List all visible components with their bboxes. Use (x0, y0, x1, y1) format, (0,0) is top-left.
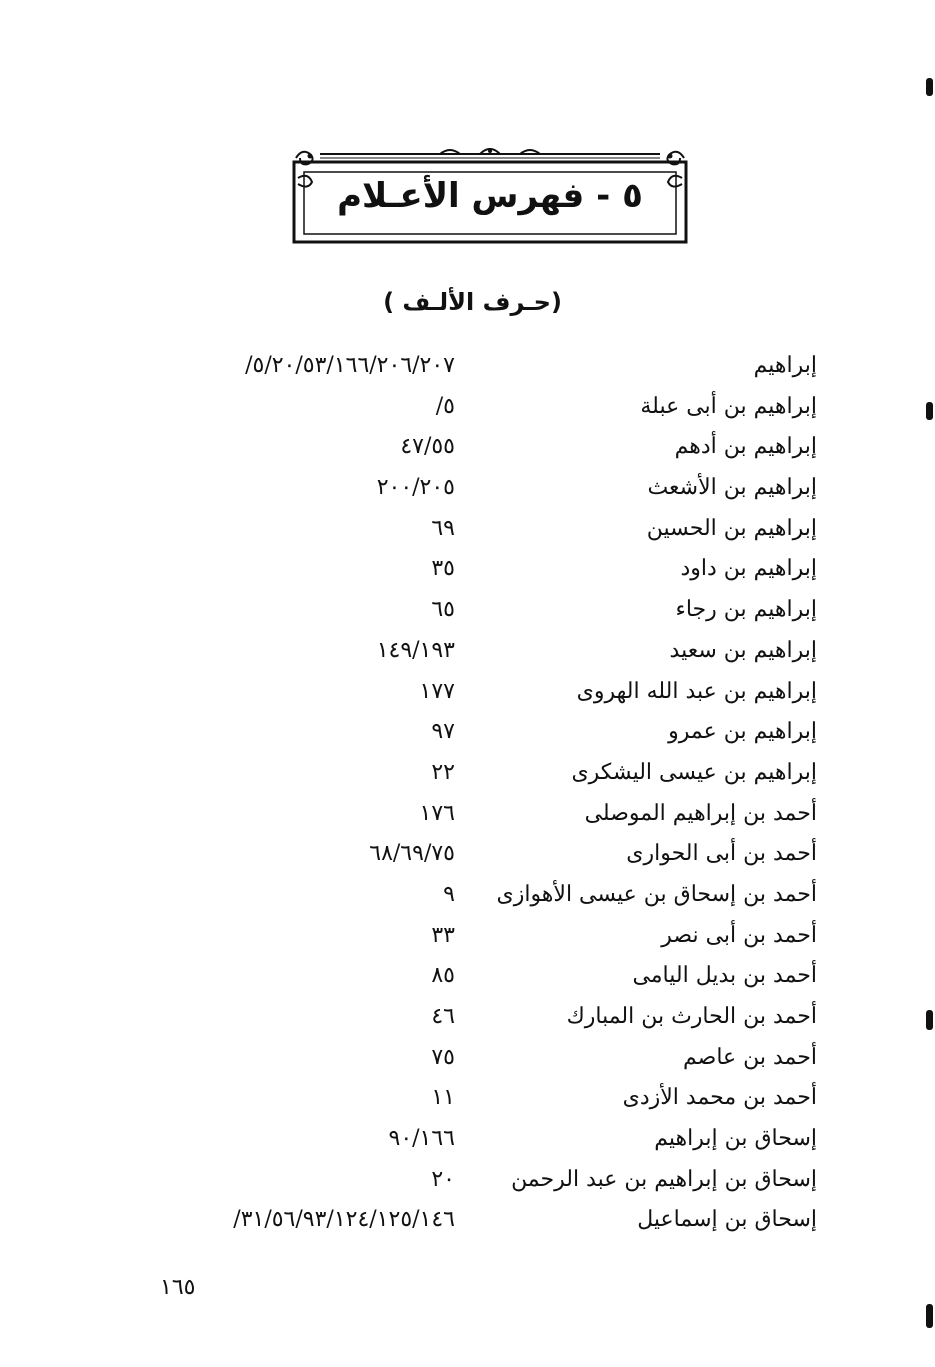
entry-name: إبراهيم بن الأشعث (647, 475, 817, 501)
entry-name: إسحاق بن إسماعيل (637, 1207, 817, 1233)
index-entry (0, 956, 935, 997)
index-entry (0, 427, 935, 468)
entry-pages: ٩٧ (431, 719, 455, 745)
entry-pages: ٥/ (435, 393, 455, 419)
entry-name: أحمد بن الحارث بن المبارك (566, 1004, 817, 1029)
index-entry (0, 997, 935, 1038)
entry-pages: ٤٧/٥٥ (400, 434, 455, 460)
entry-pages: ٦٩ (431, 515, 455, 541)
entry-pages: ٩ (443, 881, 455, 907)
entry-pages: ٤٦ (431, 1004, 455, 1029)
entry-name: إسحاق بن إبراهيم بن عبد الرحمن (511, 1166, 817, 1192)
entry-pages: ٢٠٠/٢٠٥ (376, 475, 455, 501)
entry-pages: ٣٥ (431, 556, 455, 582)
index-entry (0, 672, 935, 713)
entry-name: إبراهيم بن عبد الله الهروى (576, 678, 817, 704)
margin-mark (926, 78, 933, 96)
entry-name: إبراهيم بن أبى عبلة (640, 393, 817, 419)
index-entry (0, 549, 935, 590)
index-entry (0, 712, 935, 753)
index-entry (0, 387, 935, 428)
entry-name: إبراهيم بن الحسين (646, 515, 817, 541)
entry-pages: ١٤٩/١٩٣ (376, 637, 455, 663)
entry-name: أحمد بن أبى نصر (661, 922, 817, 948)
index-entry (0, 1119, 935, 1160)
entry-name: إبراهيم بن سعيد (669, 637, 817, 663)
margin-mark (926, 1304, 933, 1328)
entry-pages: ١٧٦ (419, 800, 455, 826)
index-entry (0, 1078, 935, 1119)
index-entry (0, 794, 935, 835)
margin-mark (926, 402, 933, 420)
entry-name: إبراهيم بن أدهم (674, 434, 817, 460)
entry-name: إبراهيم بن رجاء (675, 597, 817, 623)
index-entry (0, 631, 935, 672)
entry-pages: ٦٥ (431, 597, 455, 623)
entry-pages: ٣٣ (431, 922, 455, 948)
section-heading: (حـرف الألـف ) (383, 288, 562, 316)
index-entries-list (0, 346, 935, 1241)
entry-name: أحمد بن أبى الحوارى (626, 841, 817, 867)
entry-name: أحمد بن عاصم (683, 1044, 817, 1070)
index-entry (0, 346, 935, 387)
entry-name: إبراهيم بن عمرو (668, 719, 817, 745)
entry-name: إسحاق بن إبراهيم (654, 1126, 817, 1152)
entry-pages: ٩٠/١٦٦ (388, 1126, 455, 1152)
entry-name: أحمد بن إسحاق بن عيسى الأهوازى (496, 881, 817, 907)
entry-name: إبراهيم بن داود (680, 556, 817, 582)
entry-pages: ٢٢ (431, 759, 455, 785)
entry-name: أحمد بن محمد الأزدى (622, 1085, 817, 1111)
entry-pages: ١٧٧ (419, 678, 455, 704)
entry-pages: ٣١/٥٦/٩٣/١٢٤/١٢٥/١٤٦/ (233, 1207, 455, 1233)
page-number: ١٦٥ (160, 1275, 196, 1300)
entry-name: إبراهيم بن عيسى اليشكرى (571, 759, 817, 785)
index-entry (0, 1160, 935, 1201)
entry-name: أحمد بن بديل اليامى (632, 963, 817, 989)
index-entry (0, 509, 935, 550)
entry-pages: ٢٠ (431, 1166, 455, 1192)
title-frame (290, 148, 690, 244)
entry-pages: ٦٨/٦٩/٧٥ (369, 841, 455, 867)
index-entry (0, 468, 935, 509)
index-entry (0, 916, 935, 957)
entry-name: أحمد بن إبراهيم الموصلى (584, 800, 817, 826)
entry-pages: ٥/٢٠/٥٣/١٦٦/٢٠٦/٢٠٧/ (245, 353, 455, 378)
entry-pages: ٨٥ (431, 963, 455, 989)
entry-name: إبراهيم (753, 353, 817, 378)
index-title: ٥ - فهرس الأعـلام (337, 176, 643, 216)
index-entry (0, 1200, 935, 1241)
index-entry (0, 753, 935, 794)
entry-pages: ٧٥ (431, 1044, 455, 1070)
index-entry (0, 1038, 935, 1079)
index-entry (0, 875, 935, 916)
index-entry (0, 590, 935, 631)
entry-pages: ١١ (431, 1085, 455, 1111)
margin-mark (926, 1010, 933, 1030)
index-entry (0, 834, 935, 875)
